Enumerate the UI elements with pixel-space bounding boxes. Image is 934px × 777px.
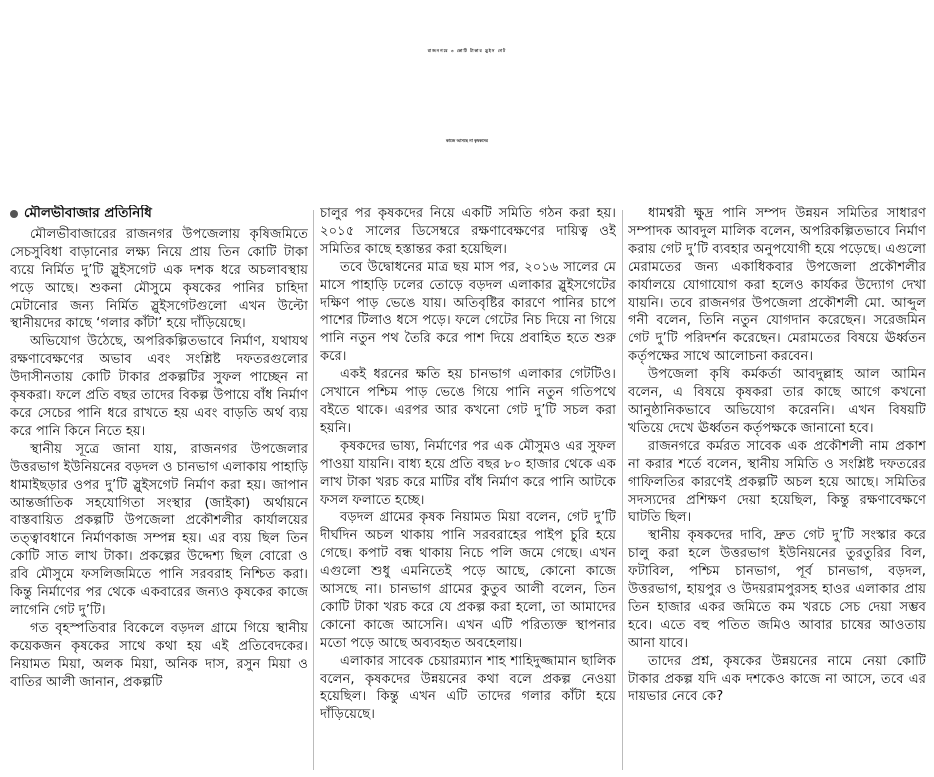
paragraph: ধামশ্বরী ক্ষুদ্র পানি সম্পদ উন্নয়ন সমিতির সাধারণ সম্পাদক আবদুল মালিক বলেন, অপরিকল্পিতভাবে নির্মাণ করায় গেট দু’টি ব্যবহার অনুপযোগী হয়ে পড়েছে। এগুলো মেরামতের জন্য একাধিকবার উপজেলা প্রকৌশলীর কার্যালয়ে যোগাযোগ করা হলেও কার্যকর উদ্যোগ দেখা যায়নি। তবে রাজনগর উপজেলা প্রকৌশলী মো. আব্দুল গনী বলেন, তিনি নতুন যোগদান করেছেন। সরেজমিন গেট দু’টি পরিদর্শন করেছেন। মেরামতের বিষয়ে ঊর্ধ্বতন কর্তৃপক্ষের সাথে আলোচনা করবেন। — [628, 206, 926, 365]
paragraph: স্থানীয় সূত্রে জানা যায়, রাজনগর উপজেলার উত্তরভাগ ইউনিয়নের বড়দল ও চানভাগ এলাকায় পাহাড়ি ধামাইছড়ার ওপর দু’টি স্লুইসগেট নির্মাণ করা হয়। জাপান আন্তর্জাতিক সহযোগিতা সংস্থার (জাইকা) অর্থায়নে বাস্তবায়িত প্রকল্পটি উপজেলা প্রকৌশলীর কার্যালয়ের তত্ত্বাবধানে নির্মাণকাজ সম্পন্ন হয়। এর ব্যয় ছিল তিন কোটি সাত লাখ টাকা। প্রকল্পের উদ্দেশ্য ছিল বোরো ও রবি মৌসুমে ফসলিজমিতে পানি সরবরাহ নিশ্চিত করা। কিন্তু নির্মাণের পর থেকে একবারের জন্যও কৃষকের কাজে লাগেনি গেট দু’টি। — [10, 441, 308, 618]
paragraph: তাদের প্রশ্ন, কৃষকের উন্নয়নের নামে নেয়া কোটি টাকার প্রকল্প যদি এক দশকেও কাজে না আসে, তবে এর দায়ভার নেবে কে? — [628, 653, 926, 705]
paragraph: গত বৃহস্পতিবার বিকেলে বড়দল গ্রামে গিয়ে স্থানীয় কয়েকজন কৃষকের সাথে কথা হয় এই প্রতিবেদকের। নিয়ামত মিয়া, অলক মিয়া, অনিক দাস, রসুন মিয়া ও বাতির আলী জানান, প্রকল্পটি — [10, 620, 308, 690]
bullet-icon — [10, 210, 18, 218]
headline-line-1: রাজনগরে ৩ কোটি টাকার স্লুইস গেট — [427, 48, 507, 53]
paragraph: এলাকার সাবেক চেয়ারম্যান শাহ শাহিদুজ্জামান ছালিক বলেন, কৃষকদের উন্নয়নের কথা বলে প্রকল্প নেওয়া হয়েছিল। কিন্তু এখন এটি তাদের গলার কাঁটা হয়ে দাঁড়িয়েছে। — [320, 653, 616, 723]
column-divider — [622, 210, 623, 770]
article-column-2 — [320, 205, 616, 773]
paragraph: একই ধরনের ক্ষতি হয় চানভাগ এলাকার গেটটিও। সেখানে পশ্চিম পাড় ভেঙে গিয়ে পানি নতুন গতিপথে বইতে থাকে। এরপর আর কখনো গেট দু’টি সচল করা হয়নি। — [320, 367, 616, 436]
paragraph: তবে উদ্বোধনের মাত্র ছয় মাস পর, ২০১৬ সালের মে মাসে পাহাড়ি ঢলের তোড়ে বড়দল এলাকার স্লুইসগেটের দক্ষিণ পাড় ভেঙে যায়। অতিবৃষ্টির কারণে পানির চাপে পাশের টিলাও ধসে পড়ে। ফলে গেটের নিচ দিয়ে না গিয়ে পানি নতুন পথ তৈরি করে পাশ দিয়ে প্রবাহিত হতে শুরু করে। — [320, 259, 616, 365]
column-divider — [313, 210, 314, 770]
paragraph: চালুর পর কৃষকদের নিয়ে একটি সমিতি গঠন করা হয়। ২০১৫ সালের ডিসেম্বরে রক্ষণাবেক্ষণের দায়িত্ব ওই সমিতির কাছে হস্তান্তর করা হয়েছিল। — [320, 206, 616, 257]
article-column-1 — [10, 205, 308, 773]
paragraph: স্থানীয় কৃষকদের দাবি, দ্রুত গেট দু’টি সংস্কার করে চালু করা হলে উত্তরভাগ ইউনিয়নের তুরতুরির বিল, ফটাবিল, পশ্চিম চানভাগ, পূর্ব চানভাগ, বড়দল, উত্তরভাগ, হায়পুর ও উদয়রামপুরসহ হাওর এলাকার প্রায় তিন হাজার একর জমিতে কম খরচে সেচ দেয়া সম্ভব হবে। এতে বহু পতিত জমিও আবার চাষের আওতায় আনা যাবে। — [628, 528, 926, 651]
article-column-3 — [628, 205, 926, 773]
paragraph: মৌলভীবাজারের রাজনগর উপজেলায় কৃষিজমিতে সেচসুবিধা বাড়ানোর লক্ষ্য নিয়ে প্রায় তিন কোটি টাকা ব্যয়ে নির্মিত দু’টি স্লুইসগেট এক দশক ধরে অচলাবস্থায় পড়ে আছে। শুকনা মৌসুমে কৃষকের পানির চাহিদা মেটানোর জন্য নির্মিত স্লুইসগেটগুলো এখন উল্টো স্থানীয়দের কাছে ‘গলার কাঁটা’ হয়ে দাঁড়িয়েছে। — [10, 226, 308, 332]
headline — [0, 0, 934, 190]
byline — [10, 205, 308, 223]
headline-line-2: কাজে আসছে না কৃষকদের — [446, 138, 488, 143]
paragraph: রাজনগরে কর্মরত সাবেক এক প্রকৌশলী নাম প্রকাশ না করার শর্তে বলেন, স্থানীয় সমিতি ও সংশ্লিষ্ট দফতরের গাফিলতির কারণেই প্রকল্পটি অচল হয়ে আছে। সমিতির সদস্যদের প্রশিক্ষণ দেয়া হয়েছিল, কিন্তু রক্ষণাবেক্ষণে ঘাটতি ছিল। — [628, 438, 926, 526]
paragraph: অভিযোগ উঠেছে, অপরিকল্পিতভাবে নির্মাণ, যথাযথ রক্ষণাবেক্ষণের অভাব এবং সংশ্লিষ্ট দফতরগুলোর উদাসীনতায় কোটি টাকার প্রকল্পটির সুফল পাচ্ছেন না কৃষকরা। ফলে প্রতি বছর তাদের বিকল্প উপায়ে বাঁধ নির্মাণ করে সেচের পানি ধরে রাখতে হয় এবং বাড়তি অর্থ ব্যয় করে পানি কিনে নিতে হয়। — [10, 334, 308, 439]
paragraph: কৃষকদের ভাষ্য, নির্মাণের পর এক মৌসুমও এর সুফল পাওয়া যায়নি। বাধ্য হয়ে প্রতি বছর ৮০ হাজার থেকে এক লাখ টাকা খরচ করে মাটির বাঁধ নির্মাণ করে পানি আটকে ফসল ফলাতে হচ্ছে। — [320, 438, 616, 508]
byline-text: মৌলভীবাজার প্রতিনিধি — [24, 205, 152, 221]
paragraph: বড়দল গ্রামের কৃষক নিয়ামত মিয়া বলেন, গেট দু’টি দীর্ঘদিন অচল থাকায় পানি সরবরাহের পাইপ চুরি হয়ে গেছে। কপাট বন্ধ থাকায় নিচে পলি জমে গেছে। এখন এগুলো শুধু এমনিতেই পড়ে আছে, কোনো কাজে আসছে না। চানভাগ গ্রামের কুতুব আলী বলেন, তিন কোটি টাকা খরচ করে যে প্রকল্প করা হলো, তা আমাদের কোনো কাজে আসেনি। এখন এটি পরিত্যক্ত স্থাপনার মতো পড়ে আছে অব্যবহৃত অবহেলায়। — [320, 510, 616, 651]
paragraph: উপজেলা কৃষি কর্মকর্তা আবদুল্লাহ আল আমিন বলেন, এ বিষয়ে কৃষকরা তার কাছে আগে কখনো আনুষ্ঠানিকভাবে অভিযোগ করেননি। এখন বিষয়টি খতিয়ে দেখে ঊর্ধ্বতন কর্তৃপক্ষকে জানানো হবে। — [628, 367, 926, 436]
